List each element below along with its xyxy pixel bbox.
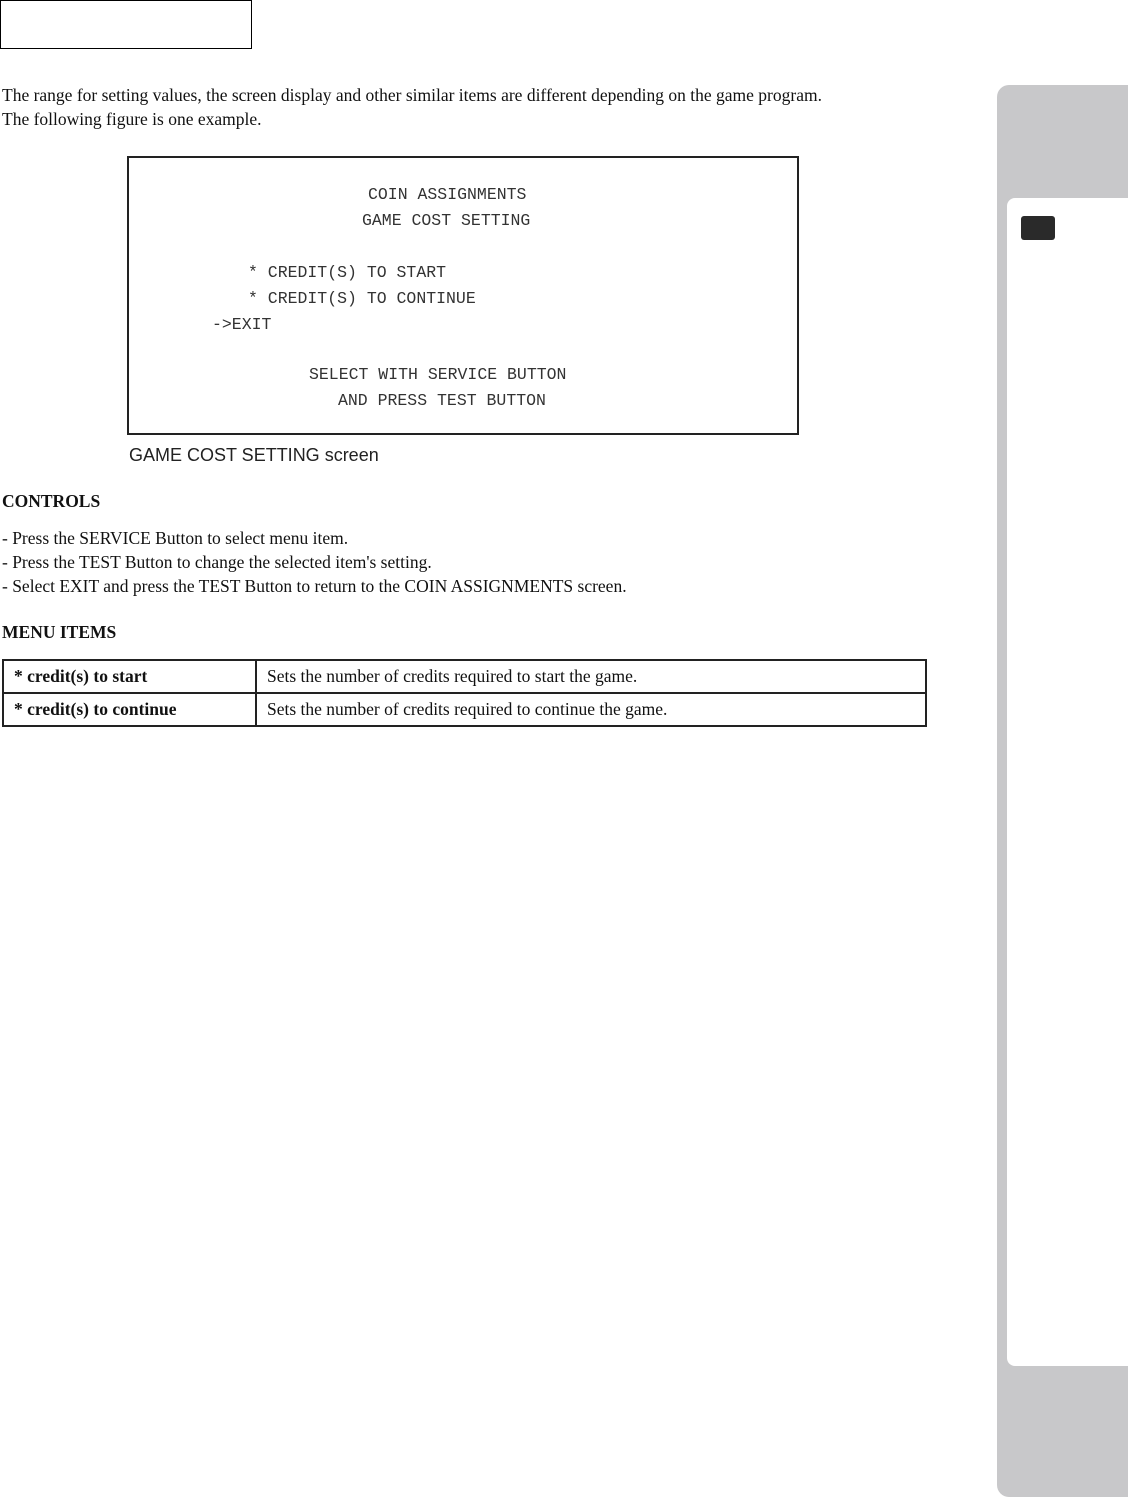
item-name-cell: * credit(s) to continue — [3, 693, 256, 726]
screen-instruction: SELECT WITH SERVICE BUTTON — [309, 365, 567, 384]
item-name-cell: * credit(s) to start — [3, 660, 256, 693]
screen-menu-item: * CREDIT(S) TO CONTINUE — [248, 289, 476, 308]
chapter-tab-marker — [1021, 216, 1055, 240]
controls-item: - Press the TEST Button to change the selected item's setting. — [2, 552, 432, 572]
screen-exit-item: ->EXIT — [212, 315, 272, 334]
menu-items-table — [2, 659, 927, 727]
screen-menu-item: * CREDIT(S) TO START — [248, 263, 447, 282]
controls-item: - Select EXIT and press the TEST Button to return to the COIN ASSIGNMENTS screen. — [2, 576, 627, 596]
screen-instruction: AND PRESS TEST BUTTON — [338, 391, 546, 410]
item-description-cell: Sets the number of credits required to continue the game. — [256, 693, 926, 726]
screen-subtitle: GAME COST SETTING — [362, 211, 531, 230]
header-box — [0, 0, 252, 49]
side-index-inner — [1007, 198, 1128, 1366]
menu-items-heading: MENU ITEMS — [2, 622, 117, 642]
figure-caption: GAME COST SETTING screen — [129, 445, 379, 465]
controls-heading: CONTROLS — [2, 491, 101, 511]
intro-line: The range for setting values, the screen display and other similar items are different depending on the game program. — [2, 85, 822, 105]
screen-title: COIN ASSIGNMENTS — [368, 185, 527, 204]
intro-paragraph — [2, 83, 962, 131]
table-row — [3, 660, 926, 693]
controls-list — [2, 526, 627, 598]
game-cost-setting-screen-figure — [127, 156, 799, 435]
item-description-cell: Sets the number of credits required to start the game. — [256, 660, 926, 693]
intro-line: The following figure is one example. — [2, 109, 262, 129]
table-row — [3, 693, 926, 726]
controls-item: - Press the SERVICE Button to select menu item. — [2, 528, 349, 548]
